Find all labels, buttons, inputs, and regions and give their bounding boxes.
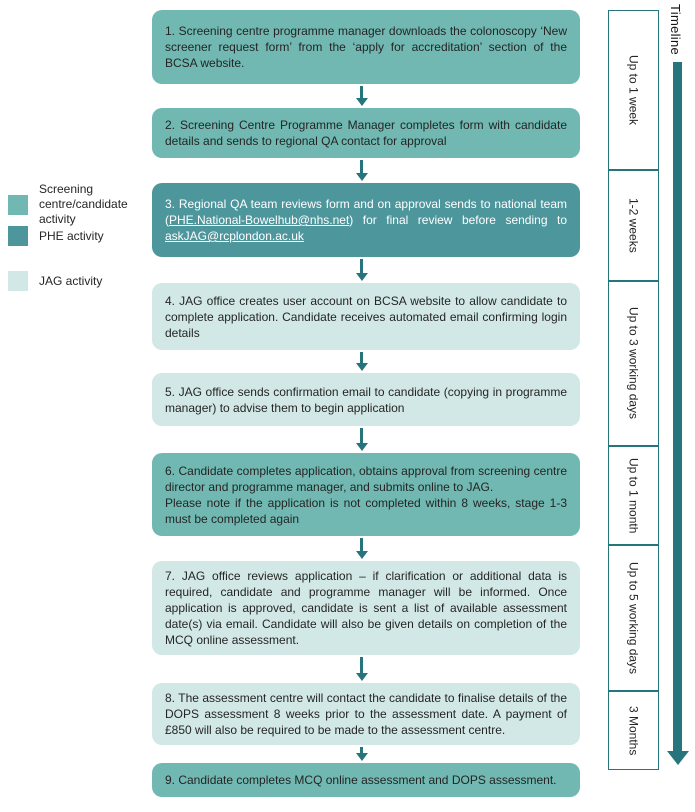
arrow-shaft bbox=[360, 428, 363, 443]
arrowhead-icon bbox=[356, 753, 368, 761]
arrow-shaft bbox=[360, 538, 363, 551]
step-text: 7. JAG office reviews application – if clarification or additional data is required, candidate and programme manager will be informed. Once application is approved, candidate is sent a list of available assessment date(s) via email. Candidate will also be given details on completion of the MCQ online assessment. bbox=[165, 569, 567, 647]
timeline-segment-6 bbox=[608, 691, 659, 770]
flow-step-6 bbox=[152, 453, 580, 536]
legend-swatch-screening bbox=[8, 195, 28, 215]
timeline-segment-4 bbox=[608, 446, 659, 545]
arrow-shaft bbox=[360, 86, 363, 98]
email-link[interactable]: PHE.National-Bowelhub@nhs.net bbox=[169, 213, 350, 227]
step-text: 9. Candidate completes MCQ online assessment and DOPS assessment. bbox=[165, 773, 557, 787]
timeline-segment-label: 3 Months bbox=[626, 705, 641, 756]
arrowhead-icon bbox=[356, 673, 368, 681]
step-text: ) for final review before sending to bbox=[349, 213, 567, 227]
step-text: 5. JAG office sends confirmation email to candidate (copying in programme manager) to advise them to begin application bbox=[165, 384, 567, 415]
legend-swatch-jag bbox=[8, 271, 28, 291]
down-arrow-icon bbox=[355, 538, 368, 559]
arrowhead-icon bbox=[356, 273, 368, 281]
down-arrow-icon bbox=[355, 86, 368, 106]
step-text: Please note if the application is not completed within 8 weeks, stage 1-3 must be completed again bbox=[165, 495, 567, 526]
legend-label: PHE activity bbox=[39, 228, 104, 243]
legend-item-jag bbox=[8, 271, 150, 291]
arrowhead-icon bbox=[356, 363, 368, 371]
down-arrow-icon bbox=[355, 259, 368, 281]
legend-item-phe bbox=[8, 226, 150, 246]
timeline-segment-label: Up to 1 week bbox=[626, 54, 641, 126]
legend-swatch-phe bbox=[8, 226, 28, 246]
arrowhead-icon bbox=[356, 98, 368, 106]
flow-step-5 bbox=[152, 373, 580, 426]
arrow-shaft bbox=[360, 657, 363, 673]
step-text: 4. JAG office creates user account on BCSA website to allow candidate to complete application. Candidate receives automated email confirming login details bbox=[165, 293, 567, 340]
timeline-segment-2 bbox=[608, 170, 659, 281]
legend-label: JAG activity bbox=[39, 273, 103, 288]
timeline-title: Timeline bbox=[668, 4, 683, 56]
arrow-shaft bbox=[360, 160, 363, 173]
timeline-arrow-shaft bbox=[673, 62, 682, 751]
timeline-segment-1 bbox=[608, 10, 659, 170]
step-text: 6. Candidate completes application, obtains approval from screening centre director and programme manager, and submits online to JAG. bbox=[165, 463, 567, 494]
timeline-segment-3 bbox=[608, 281, 659, 446]
timeline-segment-label: Up to 3 working days bbox=[626, 307, 641, 420]
down-arrow-icon bbox=[355, 428, 368, 451]
step-text: 2. Screening Centre Programme Manager completes form with candidate details and sends to regional QA contact for approval bbox=[165, 118, 567, 148]
arrow-shaft bbox=[360, 259, 363, 273]
step-text: 1. Screening centre programme manager downloads the colonoscopy ‘New screener request form’ from the ‘apply for accreditation’ section of the BCSA website. bbox=[165, 24, 567, 70]
flow-step-2 bbox=[152, 108, 580, 158]
arrowhead-icon bbox=[356, 173, 368, 181]
legend-label: Screening centre/candidate activity bbox=[39, 182, 128, 226]
step-text: 3. Regional QA team reviews form and on approval sends to national team ( bbox=[165, 197, 567, 227]
arrowhead-icon bbox=[356, 443, 368, 451]
email-link[interactable]: askJAG@rcplondon.ac.uk bbox=[165, 229, 304, 243]
timeline-arrowhead-icon bbox=[667, 751, 689, 765]
step-text: 8. The assessment centre will contact the candidate to finalise details of the DOPS assessment 8 weeks prior to the assessment date. A payment of £850 will also be required to be made to the assessment centre. bbox=[165, 691, 567, 737]
down-arrow-icon bbox=[355, 352, 368, 371]
timeline-segment-label: Up to 1 month bbox=[626, 457, 641, 534]
down-arrow-icon bbox=[355, 657, 368, 681]
timeline-segment-label: Up to 5 working days bbox=[626, 561, 641, 675]
flow-step-3 bbox=[152, 183, 580, 257]
down-arrow-icon bbox=[355, 160, 368, 181]
flow-step-4 bbox=[152, 283, 580, 350]
flow-step-8 bbox=[152, 683, 580, 745]
timeline-segment-5 bbox=[608, 545, 659, 691]
flow-step-1 bbox=[152, 10, 580, 84]
flow-step-9 bbox=[152, 763, 580, 797]
timeline-segment-label: 1-2 weeks bbox=[626, 198, 641, 253]
arrowhead-icon bbox=[356, 551, 368, 559]
down-arrow-icon bbox=[355, 747, 368, 761]
flow-step-7 bbox=[152, 561, 580, 655]
legend-item-screening bbox=[8, 182, 150, 227]
arrow-shaft bbox=[360, 352, 363, 363]
